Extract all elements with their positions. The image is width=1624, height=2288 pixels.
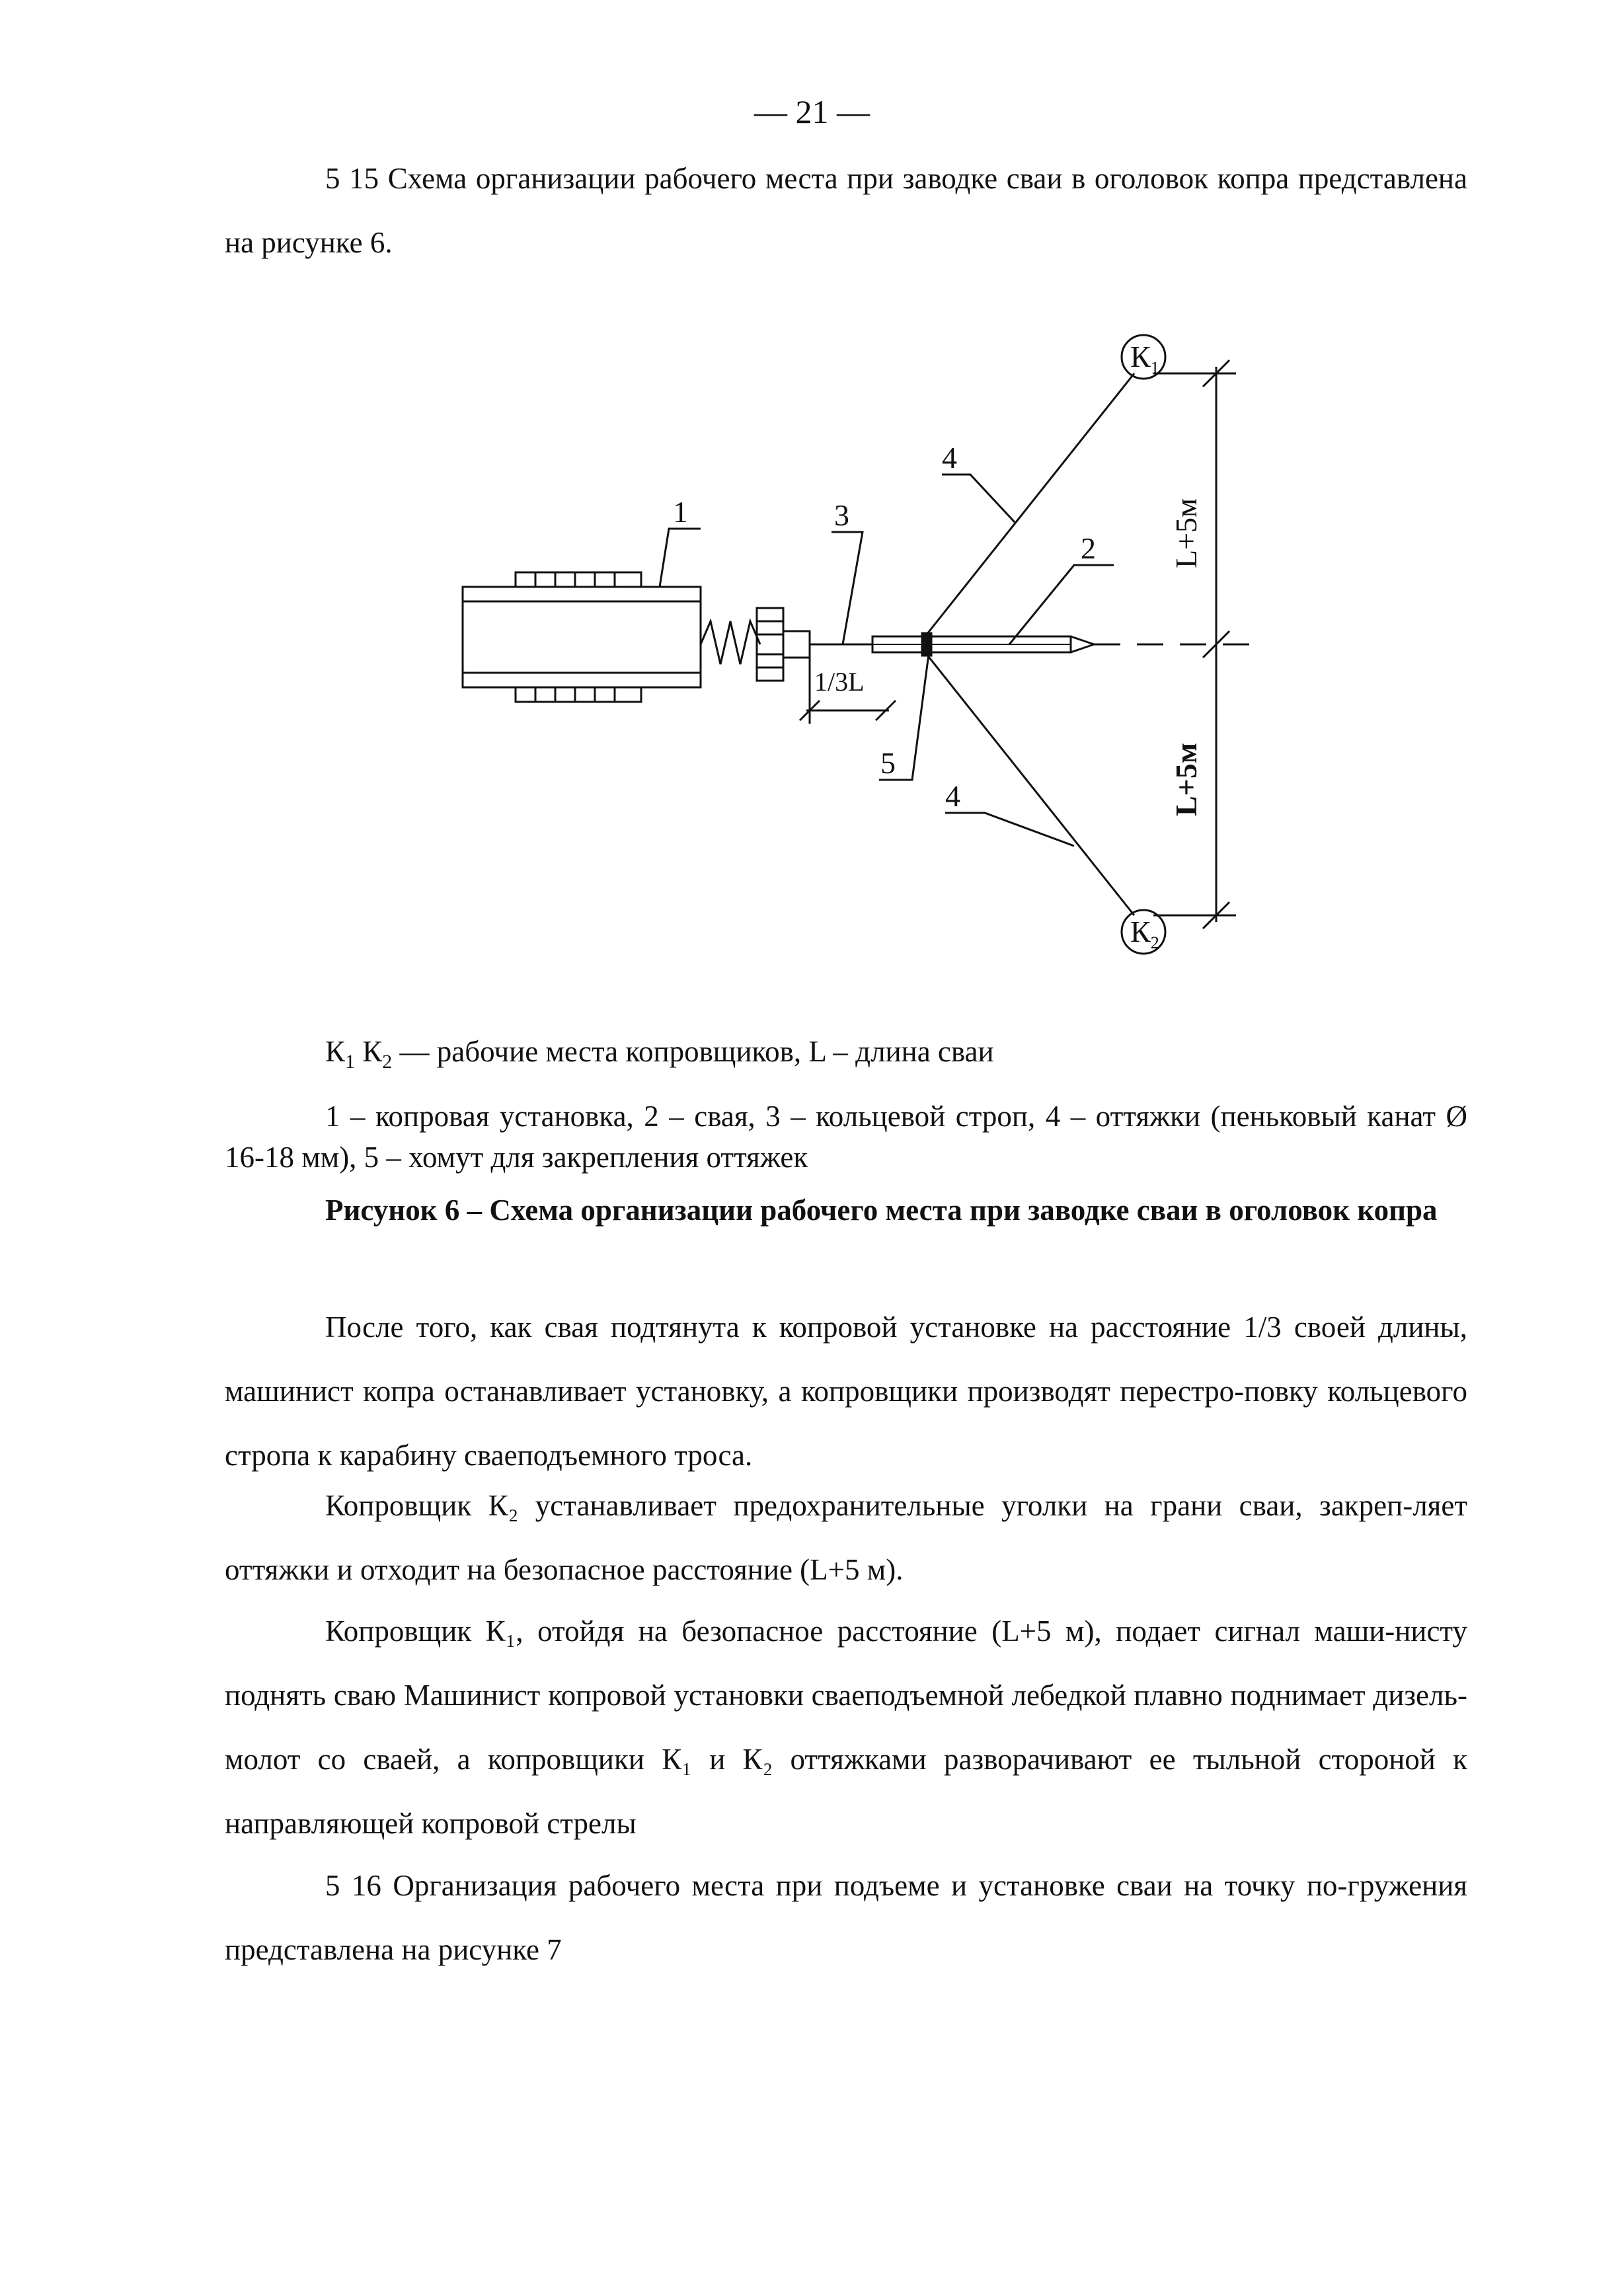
guy-line-top — [927, 373, 1134, 634]
label-k2: $К_2$ — [1130, 915, 1159, 952]
body-paragraph-3: Копровщик К₁, отойдя на безопасное расстояние (L+5 м), подает сигнал маши-нисту поднять сваю Машинист копровой установки сваеподъемной лебедкой плавно поднимает дизель-молот со сваей, а копровщики К₁ и К₂ оттяжками разворачивают ее тыльной стороной к направляющей копровой стрелы — [225, 1615, 1467, 1840]
pile-tip — [1071, 636, 1094, 652]
leader-4-top — [942, 475, 1015, 522]
legend-items: 1 – копровая установка, 2 – свая, 3 – кольцевой строп, 4 – оттяжки (пеньковый канат Ø 16-18 мм), 5 – хомут для закрепления оттяжек — [225, 1100, 1467, 1174]
body-paragraph-4: 5 16 Организация рабочего места при подъеме и установке сваи на точку по-гружения представлена на рисунке 7 — [225, 1869, 1467, 1966]
leader-2 — [1009, 565, 1114, 644]
leader-1 — [660, 529, 701, 587]
label-1: 1 — [673, 495, 688, 529]
label-4-top: 4 — [942, 441, 957, 475]
label-4-bottom: 4 — [945, 779, 960, 813]
body-paragraph-1: После того, как свая подтянута к копровой установке на расстояние 1/3 своей длины, машинист копра останавливает установку, а копровщики производят перестро-повку кольцевого стропа к карабину сваеподъемного троса. — [225, 1311, 1467, 1472]
label-k1: $К_1$ — [1130, 340, 1159, 377]
leader-3 — [831, 532, 863, 644]
label-5: 5 — [880, 746, 896, 780]
body-paragraph-2: Копровщик К₂ устанавливает предохранительные уголки на грани сваи, закреп-ляет оттяжки и отходит на безопасное расстояние (L+5 м). — [225, 1489, 1467, 1586]
cap-nose — [783, 631, 810, 658]
label-3: 3 — [834, 498, 849, 532]
clamp — [922, 633, 931, 656]
leader-4-bottom — [945, 813, 1074, 846]
label-dim-bottom: L+5м — [1169, 742, 1203, 816]
label-2: 2 — [1081, 531, 1096, 565]
page-number: — 21 — — [754, 93, 870, 130]
intro-paragraph: 5 15 Схема организации рабочего места при заводке сваи в оголовок копра представлена на рисунке 6. — [225, 162, 1467, 259]
label-third: 1/3L — [814, 667, 865, 697]
legend-workplaces: $К_1$ $К_2$ — рабочие места копровщиков, L – длина сваи — [325, 1035, 994, 1073]
pile-cap — [757, 608, 783, 681]
spring — [701, 621, 760, 664]
label-dim-top: L+5м — [1169, 498, 1203, 568]
figure-caption: Рисунок 6 – Схема организации рабочего места при заводке сваи в оголовок копра — [325, 1194, 1438, 1227]
figure-6-diagram — [0, 0, 1624, 991]
